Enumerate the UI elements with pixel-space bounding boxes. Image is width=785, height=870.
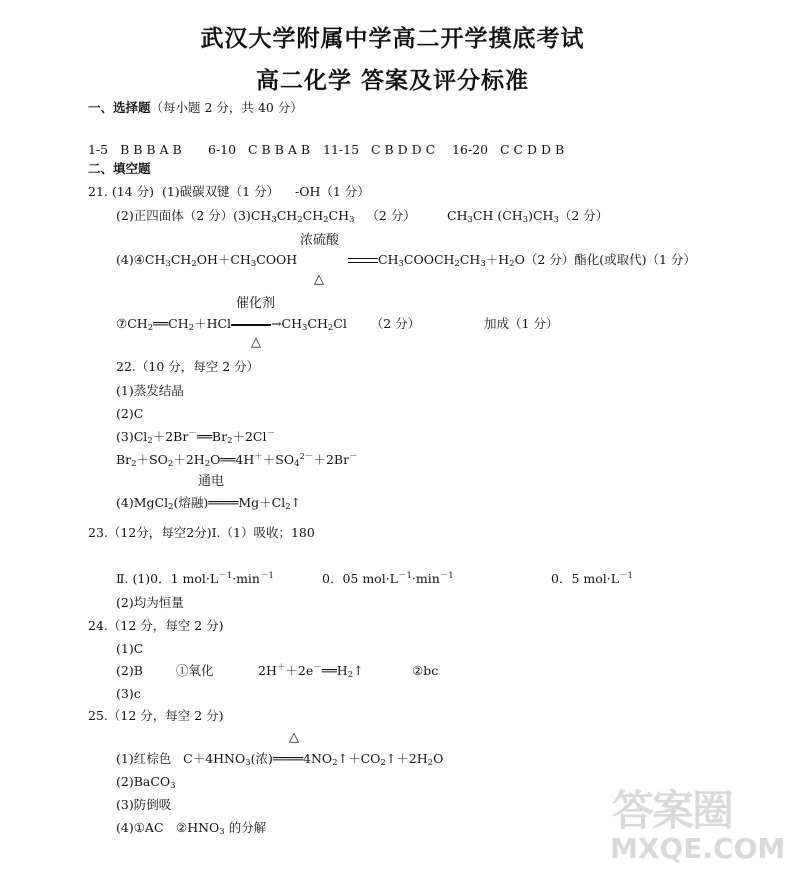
q21-p3score: （2 分）	[366, 208, 416, 223]
choice-range-1: 1-5	[88, 142, 109, 157]
choice-answers-row-2	[208, 142, 310, 157]
q25-p1a: (1)红棕色	[116, 751, 172, 766]
q21-line2: (2)正四面体（2 分）$(3)CH_3CH_2CH_2CH_3$ （2 分）	[116, 208, 416, 225]
q22-line3b: $Br_2+SO_2+2H_2O══4H^++SO_4^{2-}+2Br^-$	[116, 452, 358, 469]
q21-p1b: -OH（1 分）	[295, 184, 370, 199]
q25-line2: (2)BaCO$_3$	[116, 774, 176, 791]
q24-p3: (3)c	[116, 686, 141, 701]
choice-range-2: 6-10	[208, 142, 237, 157]
q25-head: 25.（12 分，每空 2 分)	[88, 708, 224, 723]
q21-p7lead: ⑦	[116, 316, 128, 331]
choice-ans-2: C B B A B	[248, 142, 311, 157]
q21-line4b: $CH_3COOCH_2CH_3+H_2O(2$ 分）酯化(或取代)（1 分）	[348, 252, 696, 267]
page-title: 武汉大学附属中学高二开学摸底考试	[200, 26, 585, 52]
choice-answers-row	[88, 142, 182, 157]
q24-p2d: ②bc	[412, 663, 439, 678]
q23-p2c: 0．5 mol·L	[551, 571, 620, 586]
page-subtitle: 高二化学 答案及评分标准	[255, 68, 529, 94]
q21-line1	[88, 184, 370, 199]
q21-p2: (2)正四面体（2 分）	[116, 208, 234, 223]
q21-p3b: CH	[447, 208, 468, 223]
choice-ans-4: C C D D B	[499, 142, 565, 157]
choice-ans-3: C B D D C	[370, 142, 436, 157]
q24-p2a: (2)B	[116, 663, 143, 678]
q25-line4: (4)①AC $②HNO_3$ 的分解	[116, 820, 267, 837]
q21-head: 21. (14 分)	[88, 184, 154, 199]
q25-p3: (3)防倒吸	[116, 797, 172, 812]
choice-answers-row-3	[323, 142, 435, 157]
watermark-url: MXQE.COM	[610, 832, 785, 865]
q25-line1: (1)红棕色 $C+4HNO_3$(浓)$════4NO_2↑+CO_2↑+2H_2O$	[116, 751, 444, 768]
arrow-icon	[231, 324, 271, 326]
section-fill: 二、填空题	[88, 161, 151, 176]
q21-p7type: 加成（1 分）	[484, 316, 559, 331]
q22-line3: $(3)Cl_2+2Br^-══Br_2+2Cl^-$	[116, 429, 276, 446]
watermark-logo: 答案圈	[612, 786, 733, 835]
q22-p4: (4)MgCl	[116, 495, 169, 510]
section-choice-label: 一、选择题	[88, 100, 151, 115]
q21-heat7: △	[251, 335, 261, 350]
q23-line2: Ⅱ. (1)0．1 $mol\cdot L^{-1}\cdot\min^{-1}$	[116, 571, 274, 586]
choice-ans-1: B B B A B	[120, 142, 182, 157]
q22-head: 22.（10 分，每空 2 分）	[116, 359, 260, 374]
q23-p3: (2)均为恒量	[116, 595, 184, 610]
q25-p4: (4)①AC ②HNO	[116, 820, 220, 835]
q22-p2: (2)C	[116, 406, 144, 421]
q21-heat4: △	[314, 272, 324, 287]
q24-p1: (1)C	[116, 641, 144, 656]
q23-line2c: 0．5 $mol\cdot L^{-1}$	[551, 571, 633, 586]
section-choice-note: （每小题 2 分，共 40 分）	[150, 100, 303, 115]
q24-p2c: $2H^++2e^-══H_2↑$	[258, 663, 364, 680]
q21-line4: $(4)④CH_3CH_2OH+CH_3COOH$	[116, 252, 298, 269]
section-choice	[88, 100, 303, 115]
q21-cond4: 浓硫酸	[300, 233, 340, 248]
choice-answers-row-4	[452, 142, 564, 157]
q21-p3bscore: （2 分）	[558, 208, 609, 223]
q21-line2b: $CH_3CH$ $(CH_3)CH_3(2$ 分）	[447, 208, 609, 225]
q25-p2: (2)BaCO	[116, 774, 171, 789]
q21-p1: (1)碳碳双键（1 分）	[161, 184, 280, 199]
q22-line4: (4)MgCl$_2$(熔融)$════Mg+Cl_2↑$	[116, 495, 302, 512]
choice-range-3: 11-15	[323, 142, 360, 157]
q21-p4lead: (4)④	[116, 252, 145, 267]
q24-head: 24.（12 分，每空 2 分)	[88, 618, 224, 633]
q23-p2b: 0．05 mol·L	[322, 571, 398, 586]
q23-head: 23.（12分，每空2分)Ⅰ.（1）吸收；180	[88, 525, 315, 540]
q25-heat: △	[289, 730, 299, 745]
reversible-arrow-icon	[348, 257, 378, 265]
q24-p2b: ①氧化	[176, 663, 214, 678]
q21-p3a: (3)CH	[233, 208, 272, 223]
choice-range-4: 16-20	[452, 142, 489, 157]
q23-p2a: Ⅱ. (1)0．1 mol·L	[116, 571, 219, 586]
q22-cond4: 通电	[198, 474, 225, 489]
q22-p1: (1)蒸发结晶	[116, 383, 184, 398]
q22-p3: (3)	[116, 429, 134, 444]
q21-cond7: 催化剂	[236, 296, 276, 311]
q23-line2b: 0．05 $mol\cdot L^{-1}\cdot\min^{-1}$	[322, 571, 454, 586]
q21-p7score: （2 分）	[370, 316, 421, 331]
q21-p4tail: （2 分）酯化(或取代)（1 分）	[524, 252, 696, 267]
q21-line7: $⑦CH_2══CH_2+HCl \to CH_3CH_2Cl$ （2 分）	[116, 316, 421, 333]
